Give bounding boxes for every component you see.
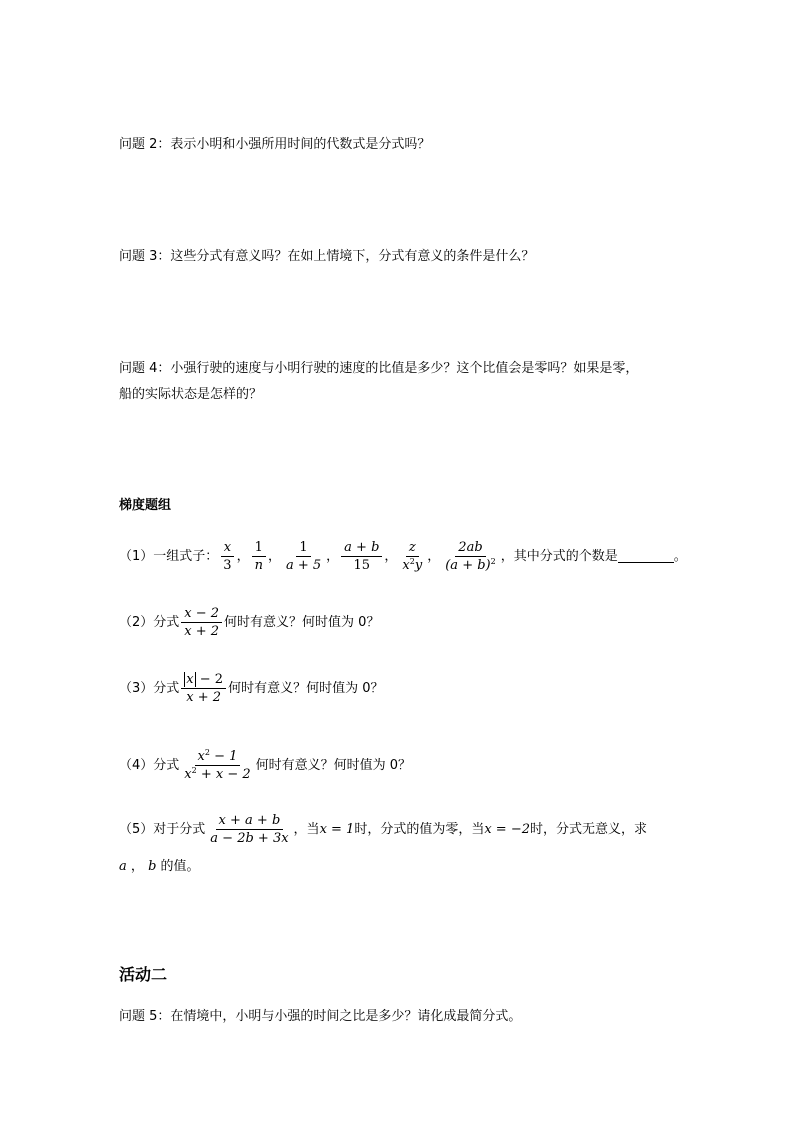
fraction-x-over-3: [220, 540, 234, 573]
separator: ，: [236, 548, 250, 564]
fraction-x-minus-2-over-x-plus-2: [181, 606, 222, 639]
separator: ，: [384, 548, 398, 564]
numerator: 2ab: [455, 540, 485, 557]
variable-a: a: [119, 859, 127, 874]
fraction-z-over-x2y: [399, 540, 425, 573]
question-4-line-2: 船的实际状态是怎样的？: [119, 387, 263, 402]
problem-4: [119, 749, 411, 782]
problem-1-label: （1）一组式子：: [119, 548, 219, 564]
absolute-value: x: [186, 672, 194, 687]
problem-2-tail: 何时有意义？何时值为 0？: [224, 614, 380, 630]
denominator: 3: [223, 558, 232, 573]
question-3: 问题 3：这些分式有意义吗？在如上情境下，分式有意义的条件是什么？: [119, 249, 535, 264]
numerator: x: [221, 540, 234, 557]
fraction-2ab-over-a-plus-b-squared: [442, 540, 498, 573]
text: ，当: [293, 821, 320, 837]
numerator: z: [406, 540, 419, 557]
numerator: a + b: [341, 540, 382, 557]
problem-1-end: 。: [673, 548, 687, 564]
question-4-line-1: 问题 4：小强行驶的速度与小明行驶的速度的比值是多少？这个比值会是零吗？如果是零，: [119, 361, 639, 376]
denominator: $(a + b)^2$: [445, 557, 496, 573]
problem-5-label: （5）对于分式: [119, 821, 206, 837]
separator: ，: [267, 548, 281, 564]
text: 时，分式的值为零，当: [354, 821, 485, 837]
problem-5-line-2: [119, 858, 200, 876]
separator: ，: [130, 859, 144, 874]
problem-2: [119, 606, 379, 639]
variable-b: b: [148, 859, 157, 874]
problem-5-line-1: [119, 813, 647, 846]
question-5: 问题 5：在情境中，小明与小强的时间之比是多少？请化成最简分式。: [119, 1009, 522, 1024]
numerator: x + a + b: [216, 813, 284, 830]
denominator: n: [254, 558, 263, 573]
problem-4-label: （4）分式: [119, 757, 180, 773]
problem-1-tail: ，其中分式的个数是: [500, 548, 618, 564]
problem-2-label: （2）分式: [119, 614, 180, 630]
denominator: 15: [353, 558, 371, 573]
denominator: x + 2: [186, 690, 222, 705]
section-heading-activity-2: 活动二: [119, 965, 168, 984]
numerator: x − 2: [181, 672, 226, 689]
problem-1: [119, 540, 687, 573]
text: 的值。: [160, 859, 200, 874]
section-heading-gradient: 梯度题组: [119, 498, 172, 513]
problem-3-label: （3）分式: [119, 680, 180, 696]
denominator: a − 2b + 3x: [210, 831, 289, 846]
fraction-1-over-a-plus-5: [283, 540, 324, 573]
problem-3: [119, 672, 383, 705]
fraction-x2-minus-1-over-x2-plus-x-minus-2: [181, 749, 253, 782]
text: 时，分式无意义，求: [530, 821, 648, 837]
condition-x-equals-1: x = 1: [319, 821, 355, 837]
numerator: 1: [296, 540, 310, 557]
fraction-abs-x-minus-2-over-x-plus-2: [181, 672, 226, 705]
denominator: $x^2y$: [402, 557, 423, 573]
fraction-a-plus-b-over-15: [341, 540, 382, 573]
denominator: a + 5: [285, 558, 322, 573]
numerator: x − 2: [181, 606, 222, 623]
separator: ，: [427, 548, 441, 564]
fraction-x-plus-a-plus-b-over-a-minus-2b-plus-3x: [207, 813, 291, 846]
problem-3-tail: 何时有意义？何时值为 0？: [228, 680, 384, 696]
fraction-1-over-n: [252, 540, 266, 573]
separator: ，: [326, 548, 340, 564]
numerator: 1: [252, 540, 266, 557]
denominator: $x^2 + x - 2$: [184, 766, 251, 782]
numerator: $x^2 - 1$: [195, 749, 241, 766]
question-2: 问题 2：表示小明和小强所用时间的代数式是分式吗？: [119, 137, 431, 152]
denominator: x + 2: [184, 624, 220, 639]
problem-4-tail: 何时有意义？何时值为 0？: [255, 757, 412, 773]
condition-x-equals-minus-2: x = −2: [484, 821, 530, 837]
answer-blank: [618, 550, 674, 563]
